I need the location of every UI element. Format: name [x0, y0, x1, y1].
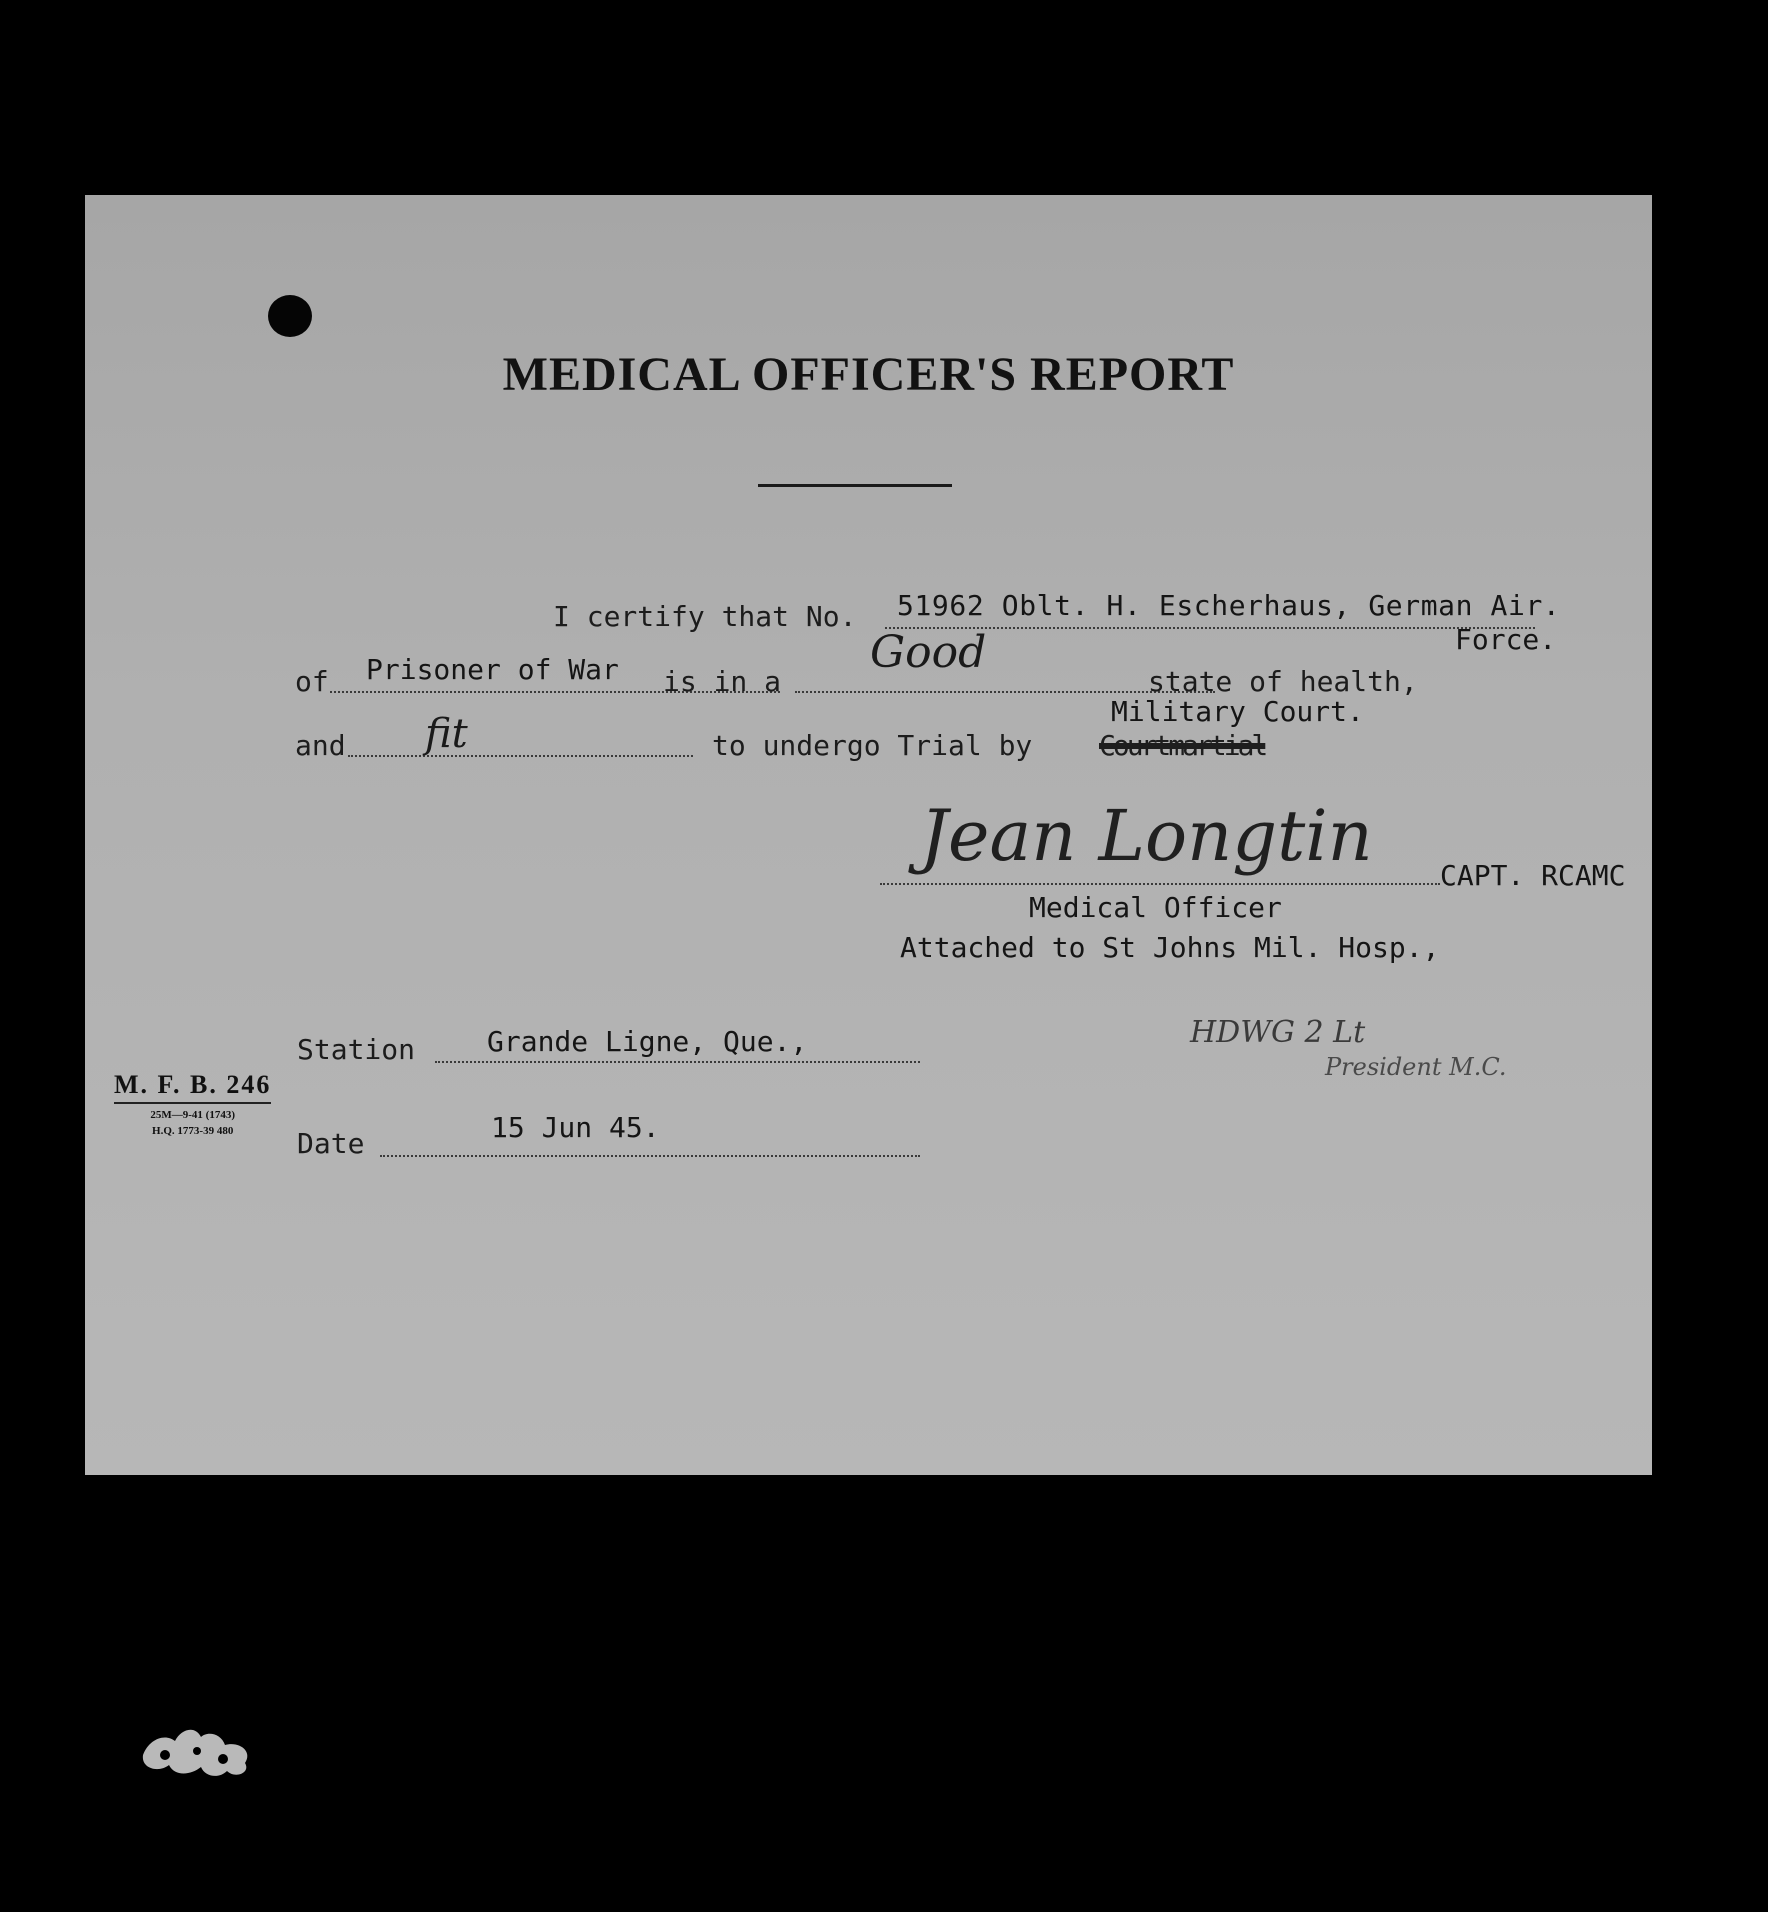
- initials-note: HDWG 2 Lt: [1190, 1015, 1366, 1050]
- president-note: President M.C.: [1325, 1053, 1507, 1081]
- state-of-health-label: state of health,: [1148, 665, 1418, 698]
- subject-continuation: Force.: [1455, 623, 1557, 656]
- date-label: Date: [297, 1127, 365, 1160]
- station-dotted-line: [435, 1061, 920, 1063]
- subject-value: 51962 Oblt. H. Escherhaus, German Air.: [897, 589, 1561, 622]
- and-label: and: [295, 729, 346, 762]
- of-label: of: [295, 665, 329, 698]
- form-number: M. F. B. 246: [114, 1070, 272, 1099]
- print-code-2: H.Q. 1773-39 480: [152, 1125, 234, 1137]
- military-court-insert: Military Court.: [1111, 695, 1364, 728]
- title-underline: [758, 484, 952, 487]
- white-smudge-mark: [135, 1715, 260, 1783]
- station-value: Grande Ligne, Que.,: [487, 1025, 808, 1058]
- print-code-1: 25M—9-41 (1743): [150, 1109, 235, 1121]
- struck-out-text: Courtmartial: [1099, 729, 1266, 762]
- date-dotted-line: [380, 1155, 920, 1157]
- fit-dotted-line: [348, 755, 693, 757]
- officer-title: Medical Officer: [1029, 891, 1282, 924]
- report-card: [85, 195, 1652, 1475]
- of-value: Prisoner of War: [366, 653, 619, 686]
- officer-signature: Jean Longtin: [920, 795, 1373, 877]
- form-code-block: [114, 1070, 271, 1139]
- date-value: 15 Jun 45.: [491, 1111, 660, 1144]
- officer-rank: CAPT. RCAMC: [1440, 859, 1626, 892]
- signature-dotted-line: [880, 883, 1440, 885]
- report-title: MEDICAL OFFICER'S REPORT: [502, 348, 1235, 401]
- attached-hospital: Attached to St Johns Mil. Hosp.,: [900, 931, 1440, 964]
- station-label: Station: [297, 1033, 416, 1066]
- is-in-a-label: is in a: [663, 665, 782, 698]
- undergo-trial-label: to undergo Trial by: [712, 729, 1033, 762]
- form-code-rule: [114, 1102, 271, 1104]
- certify-prefix: I certify that No.: [553, 600, 857, 633]
- health-handwritten-value: Good: [870, 627, 987, 678]
- punch-hole: [268, 295, 312, 337]
- fit-handwritten-value: fit: [425, 711, 468, 757]
